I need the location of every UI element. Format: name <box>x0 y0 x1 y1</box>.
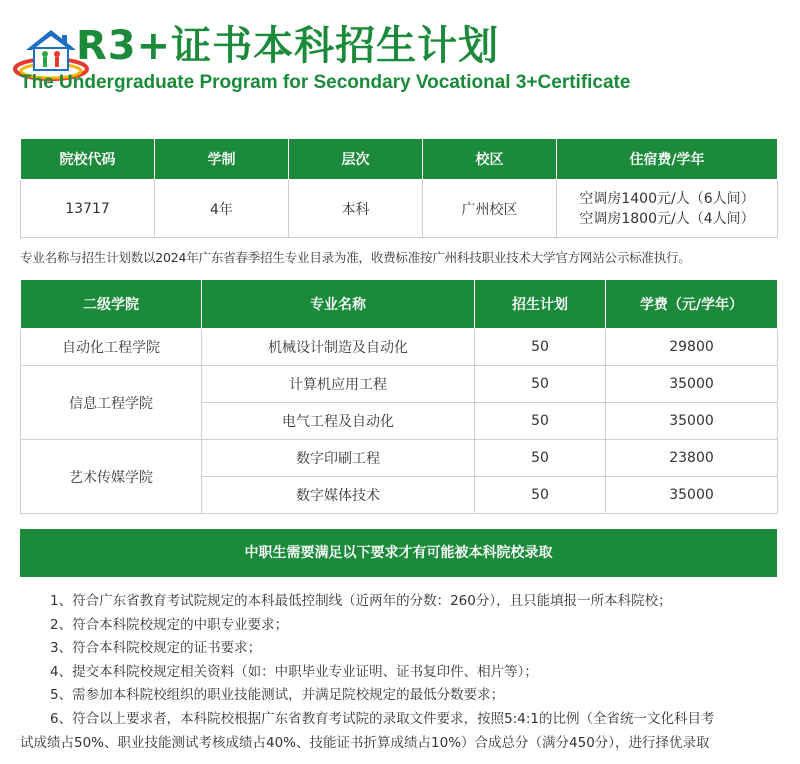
school-info-table <box>20 138 778 238</box>
duration: 4年 <box>155 180 289 238</box>
list-item: 1、符合广东省教育考试院规定的本科最低控制线（近两年的分数：260分），且只能填报一所本科院校； <box>50 593 672 609</box>
table-row <box>21 329 778 366</box>
quota: 50 <box>475 329 606 366</box>
college-name: 信息工程学院 <box>21 366 202 440</box>
major-name: 数字媒体技术 <box>202 477 475 514</box>
list-item: 3、符合本科院校规定的证书要求； <box>50 640 262 657</box>
header-level: 层次 <box>289 139 423 180</box>
major-name: 计算机应用工程 <box>202 366 475 403</box>
table-header-row <box>21 139 778 180</box>
header-dorm-fee: 住宿费/学年 <box>557 139 778 180</box>
campus: 广州校区 <box>423 180 557 238</box>
tuition: 23800 <box>606 440 778 477</box>
school-code: 13717 <box>21 180 155 238</box>
requirements-list <box>20 590 790 755</box>
list-item: 4、提交本科院校规定相关资料（如：中职毕业专业证明、证书复印件、相片等）； <box>50 663 538 680</box>
table-row <box>21 180 778 238</box>
list-item: 5、需参加本科院校组织的职业技能测试，并满足院校规定的最低分数要求； <box>50 687 505 704</box>
table-header-row <box>21 280 778 329</box>
requirements-banner: 中职生需要满足以下要求才有可能被本科院校录取 <box>20 529 777 577</box>
page-title: R3+证书本科招生计划 <box>76 23 500 69</box>
list-item: 6、符合以上要求者，本科院校根据广东省教育考试院的录取文件要求，按照5:4:1的比例（全省统一文化科目考 <box>50 710 715 727</box>
header-major: 专业名称 <box>202 280 475 329</box>
quota: 50 <box>475 440 606 477</box>
enrollment-plan-table <box>20 279 778 514</box>
header-quota: 招生计划 <box>475 280 606 329</box>
tuition: 29800 <box>606 329 778 366</box>
major-name: 电气工程及自动化 <box>202 403 475 440</box>
policy-note: 专业名称与招生计划数以2024年广东省春季招生专业目录为准，收费标准按广州科技职业技术大学官方网站公示标准执行。 <box>20 250 691 265</box>
header-college: 二级学院 <box>21 280 202 329</box>
header-duration: 学制 <box>155 139 289 180</box>
tuition: 35000 <box>606 477 778 514</box>
level: 本科 <box>289 180 423 238</box>
dorm-fee-line: 空调房1400元/人（6人间） <box>579 190 755 207</box>
dorm-fee-line: 空调房1800元/人（4人间） <box>579 210 755 227</box>
quota: 50 <box>475 366 606 403</box>
header-tuition: 学费（元/学年） <box>606 280 778 329</box>
major-name: 机械设计制造及自动化 <box>202 329 475 366</box>
list-item: 2、符合本科院校规定的中职专业要求； <box>50 616 289 633</box>
college-name: 自动化工程学院 <box>21 329 202 366</box>
header-campus: 校区 <box>423 139 557 180</box>
quota: 50 <box>475 403 606 440</box>
header-school-code: 院校代码 <box>21 139 155 180</box>
table-row <box>21 366 778 403</box>
tuition: 35000 <box>606 403 778 440</box>
college-name: 艺术传媒学院 <box>21 440 202 514</box>
dorm-fee <box>557 180 778 238</box>
page-subtitle: The Undergraduate Program for Secondary Vocational 3+Certificate <box>20 72 631 93</box>
table-row <box>21 440 778 477</box>
tuition: 35000 <box>606 366 778 403</box>
list-item-continuation: 试成绩占50%、职业技能测试考核成绩占40%、技能证书折算成绩占10%）合成总分（满分450分），进行择优录取 <box>20 734 710 751</box>
major-name: 数字印刷工程 <box>202 440 475 477</box>
quota: 50 <box>475 477 606 514</box>
